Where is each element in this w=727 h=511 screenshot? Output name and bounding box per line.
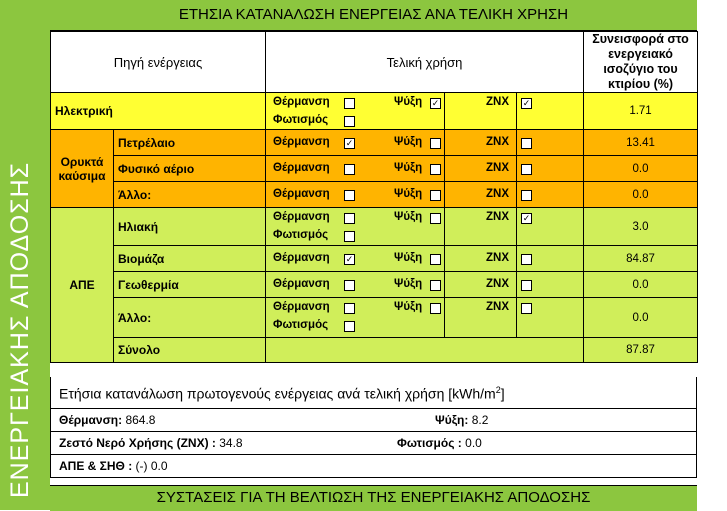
row-label-res-other: Άλλο: <box>114 298 266 338</box>
lighting-label: Φωτισμός <box>273 229 329 241</box>
value-gas: 0.0 <box>584 156 698 182</box>
dhw-value: 34.8 <box>219 436 243 450</box>
energy-table <box>50 31 698 363</box>
column-separator <box>444 272 445 297</box>
column-separator <box>516 272 517 297</box>
summary-dhw <box>59 436 243 450</box>
summary-cooling <box>435 413 488 427</box>
cooling-label: Ψύξη <box>394 188 423 200</box>
dhw-checkbox[interactable] <box>521 254 532 265</box>
value-electric: 1.71 <box>584 93 698 130</box>
summary-title-end: ] <box>500 385 505 402</box>
column-separator <box>516 246 517 271</box>
uses-fossil-other <box>266 182 584 208</box>
lighting-label: Φωτισμός <box>273 319 329 331</box>
heating-label: Θέρμανση <box>273 278 330 290</box>
column-separator <box>516 156 517 181</box>
row-label-oil: Πετρέλαιο <box>114 130 266 156</box>
summary-row-res <box>50 455 697 478</box>
row-gas <box>51 156 698 182</box>
dhw-label: ZNX <box>486 188 510 200</box>
row-total <box>51 338 698 363</box>
dhw-label: ZNX <box>486 211 510 223</box>
column-separator <box>444 246 445 271</box>
lighting-label: Φωτισμός <box>273 114 329 126</box>
res-value: (-) 0.0 <box>135 459 168 473</box>
heating-label: Θέρμανση <box>273 162 330 174</box>
uses-res-other <box>266 298 584 338</box>
summary-row-dhw-lighting <box>50 432 697 455</box>
heating-checkbox[interactable]: ✓ <box>345 254 354 264</box>
uses-gas <box>266 156 584 182</box>
cooling-checkbox[interactable] <box>430 254 441 265</box>
column-separator <box>444 208 445 245</box>
column-separator <box>444 130 445 155</box>
header-end-use: Τελική χρήση <box>266 32 584 93</box>
column-separator <box>444 298 445 337</box>
bottom-title-bar <box>50 485 697 511</box>
lighting-checkbox[interactable] <box>344 321 355 332</box>
cooling-checkbox[interactable] <box>430 213 441 224</box>
column-separator <box>444 182 445 207</box>
row-electric <box>51 93 698 130</box>
column-separator <box>516 208 517 245</box>
top-title: ΕΤΗΣΙΑ ΚΑΤΑΝΑΛΩΣΗ ΕΝΕΡΓΕΙΑΣ ΑΝΑ ΤΕΛΙΚΗ ΧΡΗΣΗ <box>178 6 569 23</box>
group-fossil: Ορυκτά καύσιμα <box>51 130 114 208</box>
cooling-label: Ψύξη: <box>435 413 469 427</box>
value-geothermal: 0.0 <box>584 272 698 298</box>
heating-label: Θέρμανση: <box>59 413 123 427</box>
top-title-bar <box>50 0 697 31</box>
heating-label: Θέρμανση <box>273 301 330 313</box>
summary-res <box>59 459 168 473</box>
row-solar <box>51 208 698 246</box>
summary-row-heating-cooling <box>50 409 697 432</box>
row-label-biomass: Βιομάζα <box>114 246 266 272</box>
row-label-gas: Φυσικό αέριο <box>114 156 266 182</box>
uses-geothermal <box>266 272 584 298</box>
header-contribution: Συνεισφορά στο ενεργειακό ισοζύγιο του κτιρίου (%) <box>584 32 698 93</box>
right-margin <box>697 0 727 510</box>
value-res-other: 0.0 <box>584 298 698 338</box>
value-oil: 13.41 <box>584 130 698 156</box>
cooling-checkbox[interactable] <box>430 164 441 175</box>
uses-solar <box>266 208 584 246</box>
summary-title-sup: 2 <box>495 385 501 395</box>
heating-checkbox[interactable] <box>344 280 355 291</box>
heating-checkbox[interactable] <box>344 213 355 224</box>
dhw-label: ZNX <box>486 96 510 108</box>
dhw-checkbox[interactable]: ✓ <box>522 213 531 223</box>
lighting-checkbox[interactable] <box>344 116 355 127</box>
value-solar: 3.0 <box>584 208 698 246</box>
value-fossil-other: 0.0 <box>584 182 698 208</box>
dhw-checkbox[interactable] <box>521 138 532 149</box>
heating-checkbox[interactable] <box>344 98 355 109</box>
heating-checkbox[interactable] <box>344 303 355 314</box>
summary-title-text: Ετήσια κατανάλωση πρωτογενούς ενέργειας ανά τελική χρήση [kWh/m <box>59 385 496 402</box>
row-fossil-other <box>51 182 698 208</box>
uses-biomass <box>266 246 584 272</box>
column-separator <box>516 93 517 129</box>
cooling-label: Ψύξη <box>394 96 423 108</box>
heating-label: Θέρμανση <box>273 96 330 108</box>
row-label-total: Σύνολο <box>114 338 266 363</box>
summary-title-row <box>50 377 697 409</box>
column-separator <box>444 93 445 129</box>
row-oil <box>51 130 698 156</box>
heating-label: Θέρμανση <box>273 252 330 264</box>
row-biomass <box>51 246 698 272</box>
dhw-label: ZNX <box>486 162 510 174</box>
header-source: Πηγή ενέργειας <box>51 32 266 93</box>
row-label-fossil-other: Άλλο: <box>114 182 266 208</box>
heating-checkbox[interactable]: ✓ <box>345 138 354 148</box>
heating-checkbox[interactable] <box>344 164 355 175</box>
cooling-checkbox[interactable] <box>430 280 441 291</box>
row-geothermal <box>51 272 698 298</box>
cooling-label: Ψύξη <box>394 211 423 223</box>
side-title: ΕΝΕΡΓΕΙΑΚΗΣ ΑΠΟΔΟΣΗΣ <box>6 161 34 498</box>
dhw-checkbox[interactable]: ✓ <box>522 98 531 108</box>
column-separator <box>444 156 445 181</box>
dhw-label: Ζεστό Νερό Χρήσης (ZNX) : <box>59 436 216 450</box>
cooling-checkbox[interactable]: ✓ <box>431 98 440 108</box>
left-side-bar <box>0 0 50 510</box>
cooling-label: Ψύξη <box>394 252 423 264</box>
primary-energy-summary <box>50 377 697 478</box>
cooling-label: Ψύξη <box>394 136 423 148</box>
dhw-label: ZNX <box>486 301 510 313</box>
header-row <box>51 32 698 93</box>
uses-electric <box>266 93 584 130</box>
row-label-electric: Ηλεκτρική <box>51 93 266 130</box>
dhw-checkbox[interactable] <box>521 190 532 201</box>
dhw-label: ZNX <box>486 278 510 290</box>
column-separator <box>516 182 517 207</box>
cooling-checkbox[interactable] <box>430 138 441 149</box>
cooling-label: Ψύξη <box>394 278 423 290</box>
uses-oil <box>266 130 584 156</box>
res-label: ΑΠΕ & ΣΗΘ : <box>59 459 133 473</box>
lighting-checkbox[interactable] <box>344 231 355 242</box>
row-label-solar: Ηλιακή <box>114 208 266 246</box>
group-res: ΑΠΕ <box>51 208 114 363</box>
dhw-checkbox[interactable] <box>521 164 532 175</box>
heating-label: Θέρμανση <box>273 188 330 200</box>
dhw-label: ZNX <box>486 252 510 264</box>
dhw-checkbox[interactable] <box>521 303 532 314</box>
summary-heating <box>59 413 155 427</box>
summary-lighting <box>397 436 482 450</box>
heating-label: Θέρμανση <box>273 211 330 223</box>
cooling-label: Ψύξη <box>394 162 423 174</box>
bottom-title: ΣΥΣΤΑΣΕΙΣ ΓΙΑ ΤΗ ΒΕΛΤΙΩΣΗ ΤΗΣ ΕΝΕΡΓΕΙΑΚΗΣ ΑΠΟΔΟΣΗΣ <box>156 489 591 506</box>
dhw-label: ZNX <box>486 136 510 148</box>
cooling-value: 8.2 <box>471 413 489 427</box>
heating-label: Θέρμανση <box>273 136 330 148</box>
column-separator <box>516 298 517 337</box>
summary-title <box>59 385 505 402</box>
dhw-checkbox[interactable] <box>521 280 532 291</box>
row-label-geothermal: Γεωθερμία <box>114 272 266 298</box>
heating-checkbox[interactable] <box>344 190 355 201</box>
column-separator <box>516 130 517 155</box>
heating-value: 864.8 <box>125 413 156 427</box>
row-res-other <box>51 298 698 338</box>
cooling-label: Ψύξη <box>394 301 423 313</box>
lighting-value: 0.0 <box>465 436 482 450</box>
cooling-checkbox[interactable] <box>430 303 441 314</box>
cooling-checkbox[interactable] <box>430 190 441 201</box>
lighting-label: Φωτισμός : <box>397 436 462 450</box>
total-empty-cell <box>266 338 584 363</box>
value-biomass: 84.87 <box>584 246 698 272</box>
value-total: 87.87 <box>584 338 698 363</box>
